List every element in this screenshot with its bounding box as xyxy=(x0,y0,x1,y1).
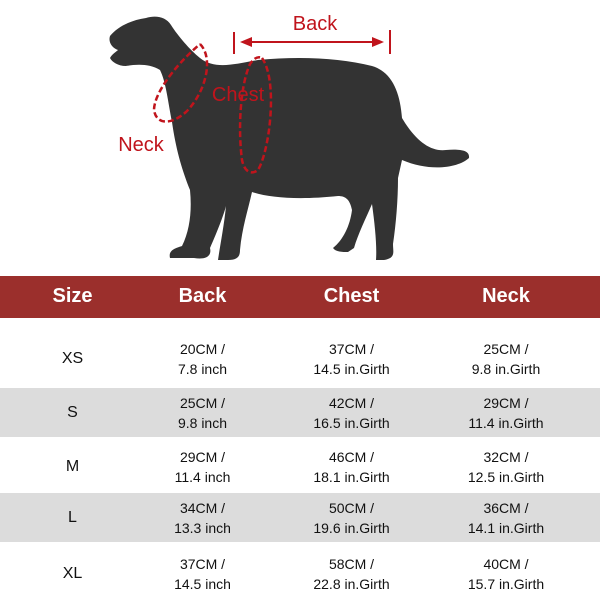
neck-cm: 32CM / xyxy=(483,449,529,465)
size-cell: XL xyxy=(62,565,83,582)
chest-inch: 14.5 in.Girth xyxy=(313,361,390,377)
neck-inch: 14.1 in.Girth xyxy=(467,520,545,536)
neck-cell xyxy=(436,393,576,433)
back-inch: 9.8 inch xyxy=(177,415,228,431)
chest-cell xyxy=(284,447,419,487)
neck-inch: 15.7 in.Girth xyxy=(467,576,545,592)
chest-cell xyxy=(284,393,419,433)
neck-inch: 12.5 in.Girth xyxy=(467,469,545,485)
back-cell xyxy=(135,447,270,487)
back-cm: 37CM / xyxy=(179,556,226,572)
table-row xyxy=(0,442,600,491)
header-back: Back xyxy=(178,285,227,307)
neck-cell xyxy=(436,554,576,594)
neck-inch: 9.8 in.Girth xyxy=(471,361,541,377)
back-cm: 20CM / xyxy=(179,341,226,357)
neck-cm: 36CM / xyxy=(483,500,529,516)
table-row xyxy=(0,334,600,383)
back-inch: 13.3 inch xyxy=(174,520,231,536)
size-cell: M xyxy=(65,458,80,475)
back-inch: 7.8 inch xyxy=(177,361,228,377)
size-cell: S xyxy=(67,404,78,421)
chest-cell xyxy=(284,554,419,594)
header-chest: Chest xyxy=(323,285,380,307)
back-cm: 29CM / xyxy=(179,449,226,465)
chest-cell xyxy=(284,498,419,538)
neck-cm: 40CM / xyxy=(483,556,529,572)
chest-inch: 16.5 in.Girth xyxy=(313,415,390,431)
table-row xyxy=(0,549,600,598)
header-size: Size xyxy=(52,285,93,307)
header-neck: Neck xyxy=(482,285,530,307)
chest-inch: 22.8 in.Girth xyxy=(313,576,390,592)
table-row xyxy=(0,493,600,542)
back-inch: 14.5 inch xyxy=(174,576,231,592)
back-label: Back xyxy=(292,13,338,35)
back-cell xyxy=(135,554,270,594)
chest-inch: 18.1 in.Girth xyxy=(313,469,390,485)
neck-cell xyxy=(436,498,576,538)
size-cell: L xyxy=(68,509,77,526)
back-cm: 34CM / xyxy=(179,500,226,516)
neck-cell xyxy=(436,339,576,379)
neck-inch: 11.4 in.Girth xyxy=(468,415,544,431)
size-chart-table xyxy=(0,276,600,600)
neck-cm: 25CM / xyxy=(483,341,529,357)
chest-label: Chest xyxy=(211,84,265,106)
neck-cm: 29CM / xyxy=(483,395,529,411)
chest-cm: 50CM / xyxy=(328,500,375,516)
chest-cm: 37CM / xyxy=(328,341,375,357)
chest-cm: 42CM / xyxy=(328,395,375,411)
dog-diagram-svg xyxy=(0,0,600,276)
neck-label: Neck xyxy=(118,134,164,156)
back-cell xyxy=(135,339,270,379)
back-cm: 25CM / xyxy=(179,395,226,411)
chest-cm: 58CM / xyxy=(328,556,375,572)
back-cell xyxy=(135,393,270,433)
chest-inch: 19.6 in.Girth xyxy=(313,520,390,536)
size-cell: XS xyxy=(61,350,84,367)
chest-cm: 46CM / xyxy=(328,449,375,465)
chest-cell xyxy=(284,339,419,379)
back-inch: 11.4 inch xyxy=(174,469,231,485)
dog-measurement-diagram xyxy=(0,0,600,276)
back-cell xyxy=(135,498,270,538)
neck-cell xyxy=(436,447,576,487)
table-row xyxy=(0,388,600,437)
table-header-row xyxy=(0,276,600,318)
